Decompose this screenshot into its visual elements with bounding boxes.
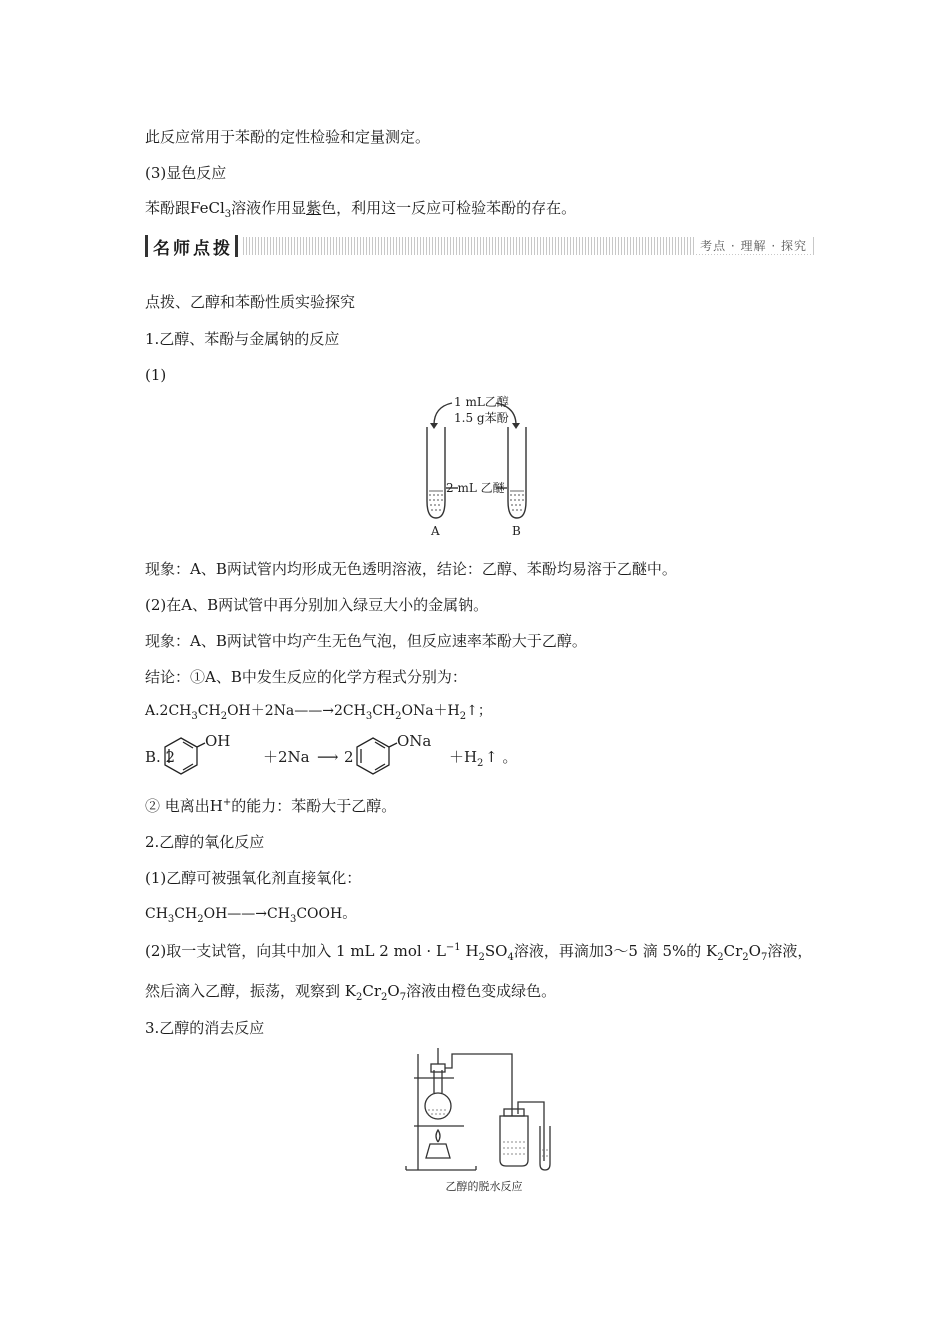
text: 结论：①A、B中发生反应的化学方程式分别为： (145, 668, 467, 686)
item-heading: 2.乙醇的氧化反应 (145, 833, 265, 851)
text-line: (1)乙醇可被强氧化剂直接氧化： (145, 869, 362, 887)
section-heading (145, 291, 355, 313)
text: (3)显色反应 (145, 164, 227, 182)
text: 现象：A、B两试管内均形成无色透明溶液，结论：乙醇、苯酚均易溶于乙醚中。 (145, 560, 677, 578)
text: 溶液作用显 (231, 199, 307, 217)
subscript: 2 (477, 758, 484, 769)
subscript: 3 (224, 209, 232, 220)
text-line (145, 666, 467, 688)
delivery-tube (445, 1054, 512, 1116)
text-line (145, 558, 677, 580)
reaction-arrow: ⟶ (317, 748, 339, 766)
text-line (145, 594, 488, 616)
text: 点拨、乙醇和苯酚性质实验探究 (145, 293, 356, 311)
text: 现象：A、B两试管中均产生无色气泡，但反应速率苯酚大于乙醇。 (145, 632, 587, 650)
test-tube-figure (410, 393, 560, 541)
label-a: A (431, 524, 440, 538)
arrowhead (512, 423, 520, 429)
banner-title: 名师点拨 (153, 239, 233, 259)
text-line (145, 630, 587, 652)
item-heading: 3.乙醇的消去反应 (145, 1019, 265, 1037)
test-tube (540, 1126, 550, 1170)
benzene-ring-icon (357, 738, 397, 774)
eq-prefix: B. 2 (145, 748, 176, 766)
label-ethanol: 1 mL乙醇 (454, 395, 509, 409)
flask (425, 1093, 451, 1119)
text-line: (2)取一支试管，向其中加入 1 mL 2 mol · $L^{-1}$ $H_2SO_4$溶液，再滴加3～5 滴 5%的 $K_2Cr_2O_7$溶液， (145, 942, 813, 963)
text-line: 然后滴入乙醇，振荡，观察到 $K_2Cr_2O_7$溶液由橙色变成绿色。 (145, 982, 557, 1003)
label-ether: 2 mL 乙醚 (446, 481, 505, 495)
flame (436, 1130, 440, 1142)
hydroxyl-group: OH (205, 732, 231, 750)
label-phenol: 1.5 g苯酚 (454, 411, 509, 425)
equation-b (145, 732, 565, 778)
plus-hydrogen: ＋H (449, 748, 478, 766)
text-line (145, 126, 430, 148)
coefficient: 2 (344, 748, 354, 766)
text-line (145, 197, 576, 219)
dehydration-apparatus-figure (404, 1046, 564, 1196)
figure-caption: 乙醇的脱水反应 (445, 1180, 523, 1193)
plus-sodium: ＋2Na (263, 748, 310, 766)
gas-arrow: ↑ 。 (485, 748, 518, 766)
arrowhead (430, 423, 438, 429)
banner-bar (145, 235, 148, 257)
text: 苯酚跟FeCl (145, 199, 225, 217)
text: 1.乙醇、苯酚与金属钠的反应 (145, 330, 340, 348)
stopper (431, 1064, 445, 1072)
item-heading (145, 328, 339, 350)
arrow-to-a (434, 403, 452, 425)
text: (2)在A、B两试管中再分别加入绿豆大小的金属钠。 (145, 596, 489, 614)
equation-a: $A.2CH_3CH_2OH+2Na——\to 2CH_3CH_2ONa+H_2↑$； (145, 703, 492, 722)
text: 此反应常用于苯酚的定性检验和定量测定。 (145, 128, 431, 146)
text-line (145, 162, 226, 184)
banner-bar (235, 235, 238, 257)
banner-tag: 考点 · 理解 · 探究 (696, 237, 811, 254)
text: (1) (145, 366, 167, 384)
alcohol-lamp (426, 1144, 450, 1158)
wash-bottle (500, 1116, 528, 1166)
tube-a (427, 427, 445, 518)
tube-b (508, 427, 526, 518)
equation-oxidation: $CH_3CH_2OH——\to CH_3COOH$。 (145, 906, 357, 925)
sodium-phenoxide-group: ONa (397, 732, 432, 750)
text: 色，利用这一反应可检验苯酚的存在。 (321, 199, 577, 217)
label-b: B (512, 524, 521, 538)
text-line (145, 364, 166, 386)
emphasis-word: 紫 (306, 199, 322, 217)
section-banner (145, 233, 815, 259)
text-line: ② 电离出H+的能力：苯酚大于乙醇。 (145, 797, 397, 815)
